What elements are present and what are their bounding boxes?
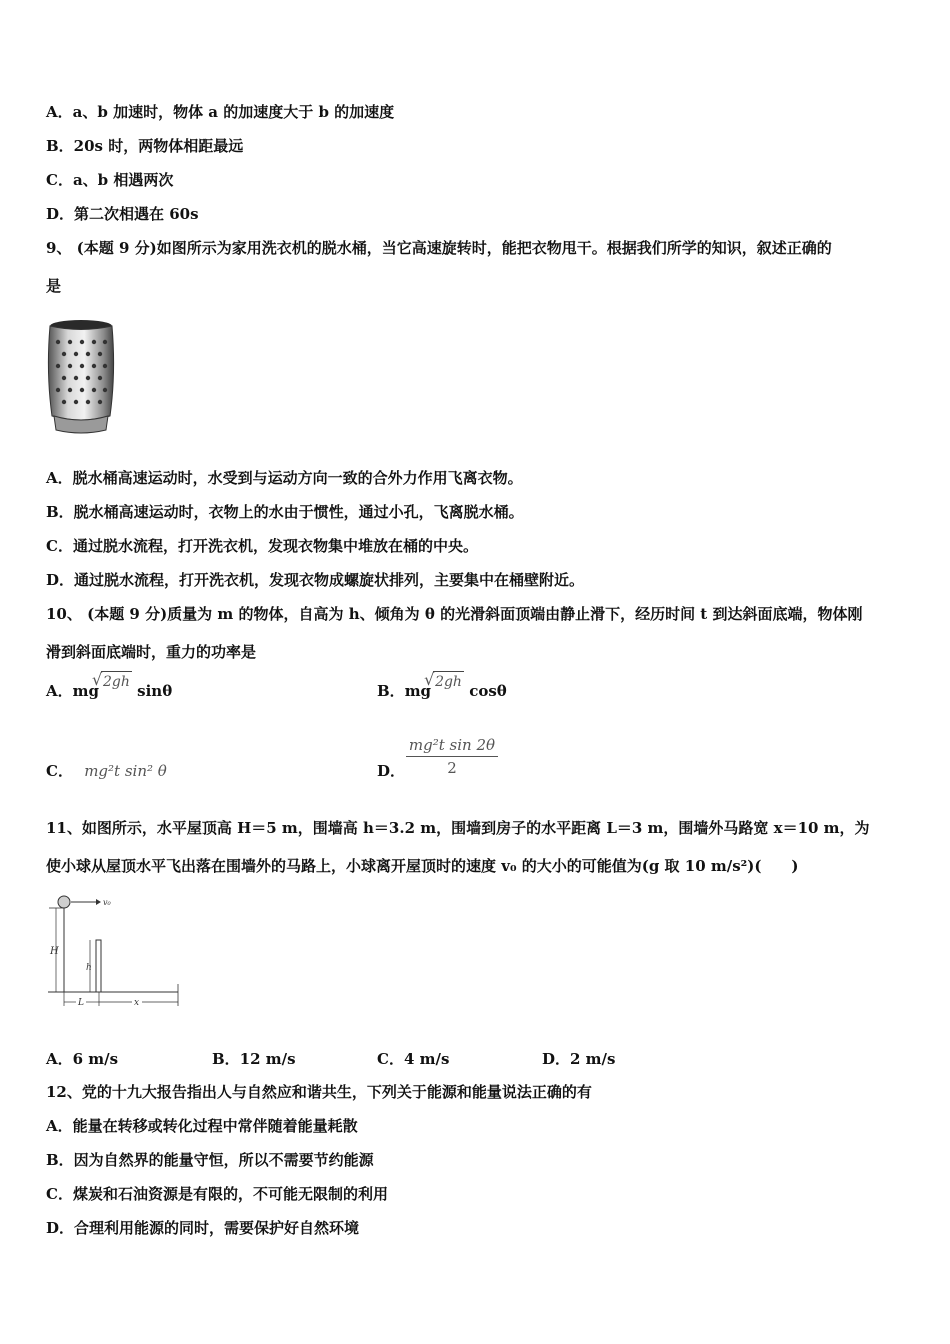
q10-option-c-label: C． — [46, 762, 73, 780]
q11-option-a: A．6 m/s — [46, 1050, 119, 1068]
q10-option-b-post: cosθ — [469, 682, 507, 700]
q10-option-a-radicand: 2gh — [103, 674, 130, 690]
q10-option-b-pre: mg — [404, 682, 432, 700]
spin-drum-image — [44, 318, 118, 440]
q8-option-b: B．20s 时，两物体相距最远 — [46, 137, 244, 155]
q10-option-d-fraction — [406, 736, 498, 777]
q8-option-a: A．a、b 加速时，物体 a 的加速度大于 b 的加速度 — [46, 103, 395, 121]
q8-option-c: C．a、b 相遇两次 — [46, 171, 174, 189]
figure-h-label: h — [86, 963, 92, 973]
q10-option-c-expr: mg²t sin² θ — [84, 762, 167, 780]
q10-option-d-numerator: mg²t sin 2θ — [406, 736, 498, 757]
q11-stem-line1: 11、如图所示，水平屋顶高 H＝5 m，围墙高 h＝3.2 m，围墙到房子的水平距离 L＝3 m，围墙外马路宽 x＝10 m，为 — [46, 819, 870, 837]
projectile-figure — [44, 892, 184, 1014]
q12-option-c: C．煤炭和石油资源是有限的，不可能无限制的利用 — [46, 1185, 388, 1203]
q10-option-d-denominator: 2 — [447, 759, 457, 777]
q12-option-d: D．合理利用能源的同时，需要保护好自然环境 — [46, 1219, 360, 1237]
q9-stem-line2: 是 — [46, 277, 62, 295]
q10-option-d — [377, 760, 405, 781]
q10-option-a-pre: mg — [72, 682, 100, 700]
figure-L-label: L — [78, 998, 84, 1008]
q9-stem-line1: 9、 (本题 9 分)如图所示为家用洗衣机的脱水桶，当它高速旋转时，能把衣物甩干。根据我们所学的知识，叙述正确的 — [46, 239, 832, 257]
q10-option-a-label: A． — [46, 682, 73, 700]
figure-H-label: H — [50, 946, 59, 957]
q11-option-d: D．2 m/s — [542, 1050, 616, 1068]
q12-stem: 12、党的十九大报告指出人与自然应和谐共生，下列关于能源和能量说法正确的有 — [46, 1083, 592, 1101]
q8-option-d: D．第二次相遇在 60s — [46, 205, 199, 223]
q10-option-b-label: B． — [377, 682, 405, 700]
q10-stem-line1: 10、 (本题 9 分)质量为 m 的物体，自高为 h、倾角为 θ 的光滑斜面顶端由静止滑下，经历时间 t 到达斜面底端，物体刚 — [46, 605, 863, 623]
q10-option-a: A．mg √ 2gh sinθ — [46, 670, 173, 700]
q12-option-a: A．能量在转移或转化过程中常伴随着能量耗散 — [46, 1117, 358, 1135]
q12-option-b: B．因为自然界的能量守恒，所以不需要节约能源 — [46, 1151, 374, 1169]
q9-option-c: C．通过脱水流程，打开洗衣机，发现衣物集中堆放在桶的中央。 — [46, 537, 478, 555]
q9-option-d: D．通过脱水流程，打开洗衣机，发现衣物成螺旋状排列，主要集中在桶壁附近。 — [46, 571, 585, 589]
figure-x-label: x — [134, 998, 140, 1008]
q10-stem-line2: 滑到斜面底端时，重力的功率是 — [46, 643, 257, 661]
q9-option-a: A．脱水桶高速运动时，水受到与运动方向一致的合外力作用飞离衣物。 — [46, 469, 523, 487]
q10-option-a-post: sinθ — [137, 682, 173, 700]
q11-option-c: C．4 m/s — [377, 1050, 450, 1068]
q11-stem-line2: 使小球从屋顶水平飞出落在围墙外的马路上，小球离开屋顶时的速度 v₀ 的大小的可能值为(g 取 10 m/s²)( ) — [46, 857, 799, 875]
q10-option-b: B．mg √ 2gh cosθ — [377, 670, 507, 700]
q10-option-c — [46, 760, 167, 781]
q11-option-b: B．12 m/s — [212, 1050, 296, 1068]
q9-option-b: B．脱水桶高速运动时，衣物上的水由于惯性，通过小孔，飞离脱水桶。 — [46, 503, 524, 521]
q10-option-d-label: D． — [377, 762, 406, 780]
q10-option-b-radicand: 2gh — [435, 674, 462, 690]
figure-v0-label: v₀ — [103, 898, 111, 907]
